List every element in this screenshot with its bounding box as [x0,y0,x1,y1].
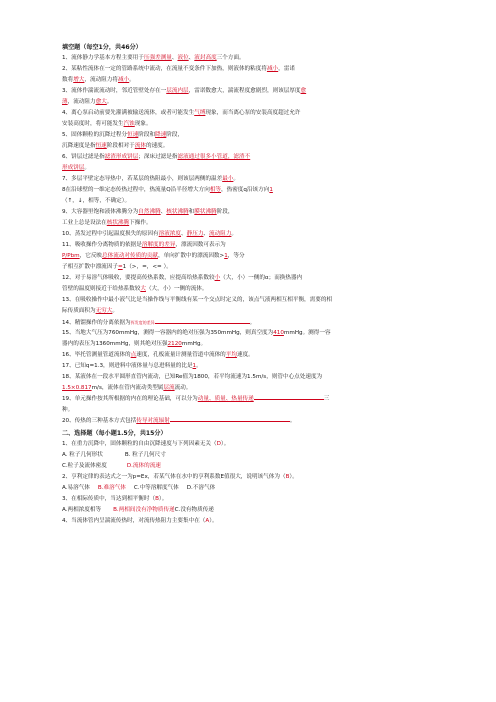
question-13: 13、在吸收操作中最小液气比是当操作线与平衡线有某一个交点时定义的，该点气液两相互相平衡，需要的相 [62,297,333,303]
answer: 2120 [167,341,182,347]
question-1: 1、流体静力学基本方程主要用于压强差测量、液位、液封高度三个方面。 [62,55,245,61]
question-19: 19、单元操作按其所根据的内在的理论基础，可以分为动量、质量、热量传递 三 [62,396,330,402]
question-17: 17、已知q=1.3，则进料中液体量与总进料量的比是1。 [62,363,202,369]
question-5: 5、固体颗粒的沉降过程分恒速阶段和降速阶段， [62,132,184,138]
question-6: 6、饼层过滤是指滤渣形成饼层；深床过滤是指滤液通过很多小管道，滤渣不 [62,154,251,160]
question-9: 9、大容器里饱和液体沸腾分为自然沸腾、核状沸腾和膜状沸腾阶段， [62,209,234,215]
question-11-cont2: 子相互扩散中漂流因子=1（>，=，<= ）。 [62,264,172,270]
answer: 传导对流辐射 [136,418,170,424]
question-16: 16、毕托管测量管道流体的点速度，孔板流量计测量管道中流体的平均速度。 [62,352,254,358]
question-15: 15、当地大气压为760mmHg，测得一容器内的绝对压强为350mmHg，则真空度为410mmHg。测得一容 [62,330,331,336]
answer: 平均 [225,352,237,358]
answer: 愈大 [95,99,107,105]
question-15-cont: 器内的表压为1360mmHg，则其绝对压强2120mmHg。 [62,341,207,347]
answer: 液封高度 [194,55,217,61]
answer: 1 [192,363,197,369]
answer: 膜状沸腾 [194,209,217,215]
answer: 滤液通过很多小管道，滤渣不 [177,154,251,160]
question-10: 10、蒸发过程中引起温度损失的原因有溶液浓度、静压力、流动阻力。 [62,231,238,237]
question-5-cont: 沉降速度是指恒速阶段相对于流体的速度。 [62,143,169,149]
answer: B [155,496,159,502]
section-heading: 二、选择题（每小题1.5分，共15分） [62,430,167,437]
answer: 溶液浓度 [158,231,182,237]
answer: 无穷大 [95,308,113,314]
question-14: 14、精馏操作的分离依据为挥发度的差异 。 [62,320,256,326]
question-18-cont: 1.5×0.817m/s，流体在管内流动类型属层流流动。 [62,385,192,391]
answer: 滤渣形成饼层 [104,154,139,160]
answer: 流动阻力 [209,231,232,237]
answer: 1 [224,253,228,259]
question-18: 18、某液体在一段水平圆形直管内流动，已知Re值为1800，若平均流速为1.5m/s，则管中心点处速度为 [62,374,323,380]
question-11-cont: P/Pbm，它反映总体流动对传质的贡献，单向扩散中的漂流因数>1，等分 [62,253,245,259]
question-9-cont: 工业上总是设法在核状沸腾下操作。 [62,220,152,226]
answer: 增大 [73,77,85,83]
question-3: 3、流体作湍流流动时，邻近管壁处存在一层流内层，雷诺数愈大，湍流程度愈剧烈，则该层厚度愈 [62,88,307,94]
question-6-cont: 形成饼层。 [62,165,90,171]
choice-options: C.粒子及流体密度 D.流体的流速 [62,463,161,469]
question-12: 12、对于易溶气体吸收，要提高传热系数，应提高给热系数较小（大，小）一侧的α；而换热器内 [62,275,303,281]
answer: 溶解度的差异 [141,242,176,248]
answer: 动量、质量、热量传递 [197,396,254,402]
question-8: 8在沿球壁的一维定态传热过程中，热流量Q沿半径增大方向相等，热密度q沿该方向1 [62,187,273,193]
question-3-cont: 薄，流动阻力愈大。 [62,99,113,105]
answer: 1.5×0.817 [62,385,92,391]
answer: 自然沸腾 [138,209,161,215]
question-12-cont: 管壁的温度则接近于给热系数较大（大，小）一侧的流体。 [62,286,208,292]
choice-question-4: 4、当流体管内呈湍流传热时，对流传热阻力主要集中在（A）。 [62,518,218,524]
question-4-cont: 安装高度时，将可能发生汽蚀现象。 [62,121,152,127]
answer-underline [254,399,324,400]
answer: 410 [273,330,284,336]
answer: 气缚 [194,110,206,116]
answer: B [285,474,290,480]
choice-question-2: 2、亨利定律的表达式之一为p=Ex，若某气体在水中的亨利系数E值很大，说明该气体为（B）。 [62,474,298,480]
answer: 大 [140,286,146,292]
question-2: 2、某粘性流体在一定的管路系统中流动，在流量不变条件下加热，则液体的粘度将减小，雷诺 [62,66,295,72]
question-8-cont: （↑，↓，相等，不确定）。 [62,198,131,204]
answer-underline [155,323,250,324]
section-heading: 填空题（每空1分，共46分） [62,44,142,51]
answer: 层流 [163,385,175,391]
answer: 恒速 [95,143,107,149]
answer: A [205,518,210,524]
answer: = [117,264,123,270]
answer: 相等 [209,187,222,193]
choice-question-1: 1、在重力沉降中，固体颗粒的自由沉降速度与下列因素无关（D）。 [62,441,230,447]
answer: 形成饼层 [62,165,85,171]
answer: 1 [269,187,273,193]
answer: 最小 [222,176,234,182]
answer: 减小 [266,66,279,72]
choice-options: A.易溶气体 B.难溶气体 C.中等溶解度气体 D.不溶气体 [62,485,216,491]
answer: 降速 [155,132,167,138]
answer: 减小 [117,77,130,83]
answer: 总体流动对传质的贡献 [102,253,158,259]
question-11: 11、吸收操作分离物质的依据是溶解度的差异，漂流因数可表示为 [62,242,226,248]
answer: 流体 [134,143,146,149]
answer: 小 [214,275,221,281]
answer: 静压力 [186,231,204,237]
answer-underline [170,421,290,422]
answer: 液位 [177,55,189,61]
answer: 薄 [62,99,68,105]
answer: 压强差测量 [143,55,172,61]
choice-options: A. 粒子几何形状 B. 粒子几何尺寸 [62,452,166,458]
answer: P/Pbm [62,253,80,259]
question-20: 20、传热的三种基本方式包括传导对流辐射 。 [62,418,296,424]
answer: 点 [130,352,137,358]
question-7: 7、多层平壁定态导热中，若某层的热阻最小，则该层两侧的温差最小。 [62,176,239,182]
answer: 恒速 [127,132,139,138]
question-4: 4、离心泵启动前要先灌满被输送流体，或者可能发生气缚现象，而当离心泵的安装高度超过允许 [62,110,301,116]
answer: 汽蚀 [123,121,135,127]
question-13-cont: 际传质面积为无穷大。 [62,308,118,314]
answer: 挥发度的差异 [130,320,155,325]
answer: 核状沸腾 [106,220,130,226]
answer: D [216,441,221,447]
answer: 层流内层 [166,88,189,94]
answer: 愈 [300,88,307,94]
answer: 核状沸腾 [166,209,189,215]
question-2-cont: 数将增大，流动阻力将减小。 [62,77,135,83]
choice-options: A.两相浓度相等 B.两相间没有净物质传递C.没有物质传递 [62,507,214,513]
choice-question-3: 3、在相际传质中，当达到相平衡时（B）。 [62,496,168,502]
question-19-cont: 种。 [62,407,74,413]
